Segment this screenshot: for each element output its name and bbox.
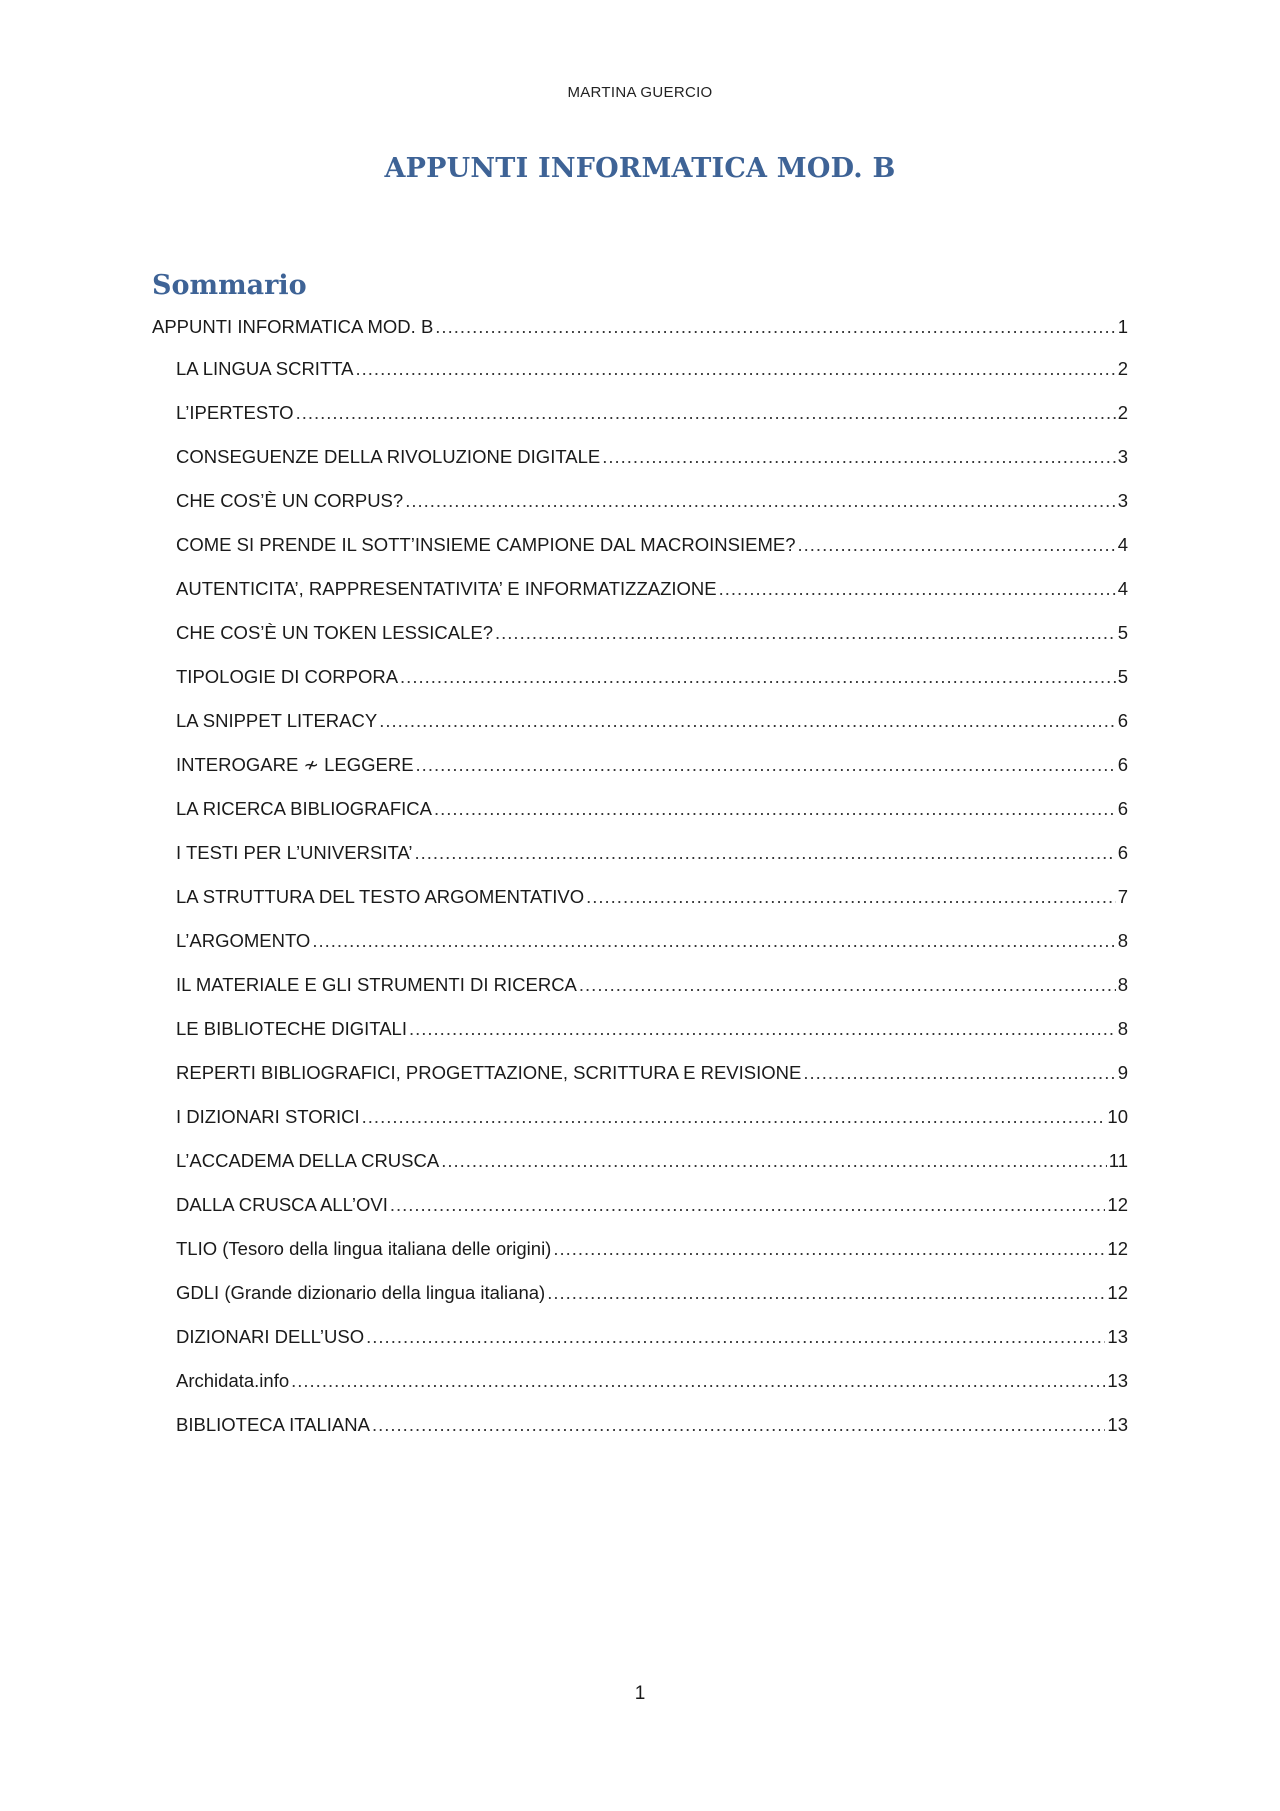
toc-entry-label: L’ACCADEMA DELLA CRUSCA bbox=[176, 1150, 440, 1171]
toc-entry-page: 4 bbox=[1117, 534, 1128, 555]
toc-entry-label: TLIO (Tesoro della lingua italiana delle origini) bbox=[176, 1238, 552, 1259]
toc-entry[interactable] bbox=[152, 1012, 1128, 1056]
toc-dot-leader bbox=[362, 1100, 1106, 1134]
toc-entry-page: 5 bbox=[1117, 622, 1128, 643]
toc-dot-leader bbox=[434, 792, 1116, 826]
toc-entry[interactable] bbox=[152, 836, 1128, 880]
toc-entry-page: 9 bbox=[1117, 1062, 1128, 1083]
document-title: APPUNTI INFORMATICA MOD. B bbox=[384, 153, 896, 184]
toc-dot-leader bbox=[547, 1276, 1105, 1310]
toc-entry[interactable] bbox=[152, 748, 1128, 792]
toc-entry[interactable] bbox=[152, 660, 1128, 704]
toc-entry-label: GDLI (Grande dizionario della lingua italiana) bbox=[176, 1282, 546, 1303]
toc-entry[interactable] bbox=[152, 440, 1128, 484]
toc-dot-leader bbox=[495, 616, 1116, 650]
toc-entry-page: 12 bbox=[1107, 1282, 1128, 1303]
toc-entry-label: INTEROGARE ≁ LEGGERE bbox=[176, 754, 414, 775]
toc-entry-page: 10 bbox=[1107, 1106, 1128, 1127]
toc-dot-leader bbox=[390, 1188, 1106, 1222]
toc-dot-leader bbox=[312, 924, 1115, 958]
toc-entry-page: 2 bbox=[1117, 358, 1128, 379]
toc-dot-leader bbox=[356, 352, 1116, 386]
toc-entry[interactable] bbox=[152, 704, 1128, 748]
toc-entry[interactable] bbox=[152, 616, 1128, 660]
toc-entry[interactable] bbox=[152, 396, 1128, 440]
toc-dot-leader bbox=[441, 1144, 1107, 1178]
toc-entry-page: 1 bbox=[1117, 316, 1128, 337]
toc-entry-page: 6 bbox=[1117, 754, 1128, 775]
toc-entry-page: 13 bbox=[1107, 1414, 1128, 1435]
toc-entry-page: 8 bbox=[1117, 974, 1128, 995]
toc-entry-label: Archidata.info bbox=[176, 1370, 290, 1391]
toc-entry[interactable] bbox=[152, 1188, 1128, 1232]
toc-dot-leader bbox=[296, 396, 1116, 430]
toc-entry[interactable] bbox=[152, 484, 1128, 528]
toc-entry-page: 7 bbox=[1117, 886, 1128, 907]
page-number: 1 bbox=[634, 1683, 646, 1704]
toc-dot-leader bbox=[602, 440, 1115, 474]
toc-entry-label: I DIZIONARI STORICI bbox=[176, 1106, 360, 1127]
toc-dot-leader bbox=[400, 660, 1116, 694]
toc-entry[interactable] bbox=[152, 352, 1128, 396]
toc-entry-page: 13 bbox=[1107, 1326, 1128, 1347]
toc-entry[interactable] bbox=[152, 1100, 1128, 1144]
page-header-author: MARTINA GUERCIO bbox=[567, 84, 713, 101]
toc-entry-label: L’IPERTESTO bbox=[176, 402, 294, 423]
toc-entry-label: LA SNIPPET LITERACY bbox=[176, 710, 378, 731]
toc-entry-page: 12 bbox=[1107, 1194, 1128, 1215]
toc-entry[interactable] bbox=[152, 1320, 1128, 1364]
toc-entry-label: IL MATERIALE E GLI STRUMENTI DI RICERCA bbox=[176, 974, 577, 995]
toc-dot-leader bbox=[719, 572, 1116, 606]
toc-entry[interactable] bbox=[152, 1408, 1128, 1452]
toc-entry-label: CHE COS’È UN CORPUS? bbox=[176, 490, 404, 511]
toc-entry-page: 2 bbox=[1117, 402, 1128, 423]
toc-dot-leader bbox=[291, 1364, 1105, 1398]
toc-entry-page: 11 bbox=[1108, 1150, 1128, 1171]
toc-entry-label: LE BIBLIOTECHE DIGITALI bbox=[176, 1018, 407, 1039]
toc-dot-leader bbox=[798, 528, 1116, 562]
toc-entry-label: LA LINGUA SCRITTA bbox=[176, 358, 354, 379]
toc-entry-page: 3 bbox=[1117, 446, 1128, 467]
toc-entry[interactable] bbox=[152, 1232, 1128, 1276]
toc-entry-label: LA RICERCA BIBLIOGRAFICA bbox=[176, 798, 432, 819]
toc-entry-label: L’ARGOMENTO bbox=[176, 930, 311, 951]
toc-entry-page: 6 bbox=[1117, 798, 1128, 819]
toc-entry-page: 8 bbox=[1117, 1018, 1128, 1039]
toc-dot-leader bbox=[579, 968, 1116, 1002]
toc-entry[interactable] bbox=[152, 924, 1128, 968]
toc-entry-label: CHE COS’È UN TOKEN LESSICALE? bbox=[176, 622, 494, 643]
toc-entry-label: TIPOLOGIE DI CORPORA bbox=[176, 666, 399, 687]
toc-entry-page: 12 bbox=[1107, 1238, 1128, 1259]
toc-entry-label: AUTENTICITA’, RAPPRESENTATIVITA’ E INFORMATIZZAZIONE bbox=[176, 578, 717, 599]
toc-entry[interactable] bbox=[152, 1144, 1128, 1188]
toc-entry-label: REPERTI BIBLIOGRAFICI, PROGETTAZIONE, SCRITTURA E REVISIONE bbox=[176, 1062, 802, 1083]
toc-dot-leader bbox=[366, 1320, 1105, 1354]
toc-entry[interactable] bbox=[152, 572, 1128, 616]
toc-entry[interactable] bbox=[152, 1364, 1128, 1408]
toc-entry[interactable] bbox=[152, 792, 1128, 836]
toc-entry-label: COME SI PRENDE IL SOTT’INSIEME CAMPIONE DAL MACROINSIEME? bbox=[176, 534, 796, 555]
toc-dot-leader bbox=[409, 1012, 1116, 1046]
toc-entry[interactable] bbox=[152, 1276, 1128, 1320]
toc-dot-leader bbox=[372, 1408, 1105, 1442]
toc-entry-page: 13 bbox=[1107, 1370, 1128, 1391]
toc-entry-page: 4 bbox=[1117, 578, 1128, 599]
toc-dot-leader bbox=[553, 1232, 1105, 1266]
toc-dot-leader bbox=[803, 1056, 1115, 1090]
table-of-contents bbox=[152, 310, 1128, 1452]
toc-entry-label: APPUNTI INFORMATICA MOD. B bbox=[152, 316, 434, 337]
toc-dot-leader bbox=[405, 484, 1116, 518]
toc-entry-page: 3 bbox=[1117, 490, 1128, 511]
toc-heading: Sommario bbox=[152, 270, 307, 301]
toc-dot-leader bbox=[379, 704, 1116, 738]
toc-entry-label: I TESTI PER L’UNIVERSITA’ bbox=[176, 842, 413, 863]
toc-entry[interactable] bbox=[152, 1056, 1128, 1100]
toc-dot-leader bbox=[414, 836, 1115, 870]
toc-entry-label: DIZIONARI DELL’USO bbox=[176, 1326, 365, 1347]
toc-entry-page: 8 bbox=[1117, 930, 1128, 951]
toc-entry[interactable] bbox=[152, 880, 1128, 924]
toc-entry[interactable] bbox=[152, 310, 1128, 352]
toc-entry-label: LA STRUTTURA DEL TESTO ARGOMENTATIVO bbox=[176, 886, 585, 907]
toc-entry-page: 6 bbox=[1117, 842, 1128, 863]
toc-entry-label: DALLA CRUSCA ALL’OVI bbox=[176, 1194, 388, 1215]
toc-dot-leader bbox=[416, 748, 1116, 782]
toc-entry[interactable] bbox=[152, 528, 1128, 572]
toc-entry-label: BIBLIOTECA ITALIANA bbox=[176, 1414, 370, 1435]
toc-entry-page: 6 bbox=[1117, 710, 1128, 731]
toc-entry[interactable] bbox=[152, 968, 1128, 1012]
toc-dot-leader bbox=[435, 310, 1115, 344]
toc-entry-label: CONSEGUENZE DELLA RIVOLUZIONE DIGITALE bbox=[176, 446, 601, 467]
toc-entry-page: 5 bbox=[1117, 666, 1128, 687]
toc-dot-leader bbox=[586, 880, 1116, 914]
